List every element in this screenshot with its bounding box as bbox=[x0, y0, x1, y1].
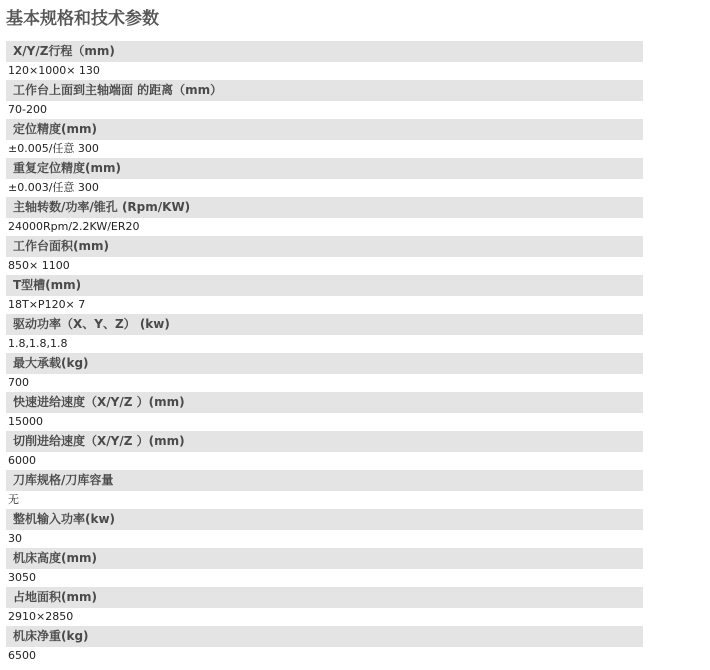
spec-value: 120×1000× 130 bbox=[8, 64, 100, 77]
spec-label: 占地面积(mm) bbox=[6, 587, 643, 608]
spec-value: 30 bbox=[8, 532, 22, 545]
spec-value: ±0.003/任意 300 bbox=[8, 181, 99, 194]
spec-value: 70-200 bbox=[8, 103, 47, 116]
page-title: 基本规格和技术参数 bbox=[6, 9, 159, 29]
spec-item bbox=[6, 80, 643, 119]
spec-item bbox=[6, 431, 643, 470]
spec-value: 15000 bbox=[8, 415, 43, 428]
spec-item bbox=[6, 353, 643, 392]
spec-label: 工作台上面到主轴端面 的距离（mm） bbox=[6, 80, 643, 101]
spec-value: 850× 1100 bbox=[8, 259, 70, 272]
spec-label: 主轴转数/功率/锥孔 (Rpm/KW) bbox=[6, 197, 643, 218]
spec-item bbox=[6, 626, 643, 665]
spec-value: 2910×2850 bbox=[8, 610, 74, 623]
spec-value: 6000 bbox=[8, 454, 36, 467]
spec-label: 刀库规格/刀库容量 bbox=[6, 470, 643, 491]
spec-value: 6500 bbox=[8, 649, 36, 662]
spec-value: 18T×P120× 7 bbox=[8, 298, 86, 311]
spec-item bbox=[6, 509, 643, 548]
spec-label: X/Y/Z行程（mm) bbox=[6, 41, 643, 62]
spec-label: 驱动功率（X、Y、Z） (kw) bbox=[6, 314, 643, 335]
spec-label: 切削进给速度（X/Y/Z ）(mm) bbox=[6, 431, 643, 452]
spec-label: 定位精度(mm) bbox=[6, 119, 643, 140]
spec-label: T型槽(mm) bbox=[6, 275, 643, 296]
spec-item bbox=[6, 314, 643, 353]
spec-value: 无 bbox=[8, 493, 19, 506]
spec-item bbox=[6, 119, 643, 158]
spec-item bbox=[6, 275, 643, 314]
spec-label: 机床高度(mm) bbox=[6, 548, 643, 569]
spec-item bbox=[6, 470, 643, 509]
spec-item bbox=[6, 392, 643, 431]
spec-item bbox=[6, 548, 643, 587]
spec-label: 重复定位精度(mm) bbox=[6, 158, 643, 179]
spec-item bbox=[6, 236, 643, 275]
spec-item bbox=[6, 197, 643, 236]
spec-value: 3050 bbox=[8, 571, 36, 584]
spec-label: 最大承载(kg) bbox=[6, 353, 643, 374]
spec-table bbox=[6, 41, 643, 665]
spec-value: 24000Rpm/2.2KW/ER20 bbox=[8, 220, 140, 233]
spec-item bbox=[6, 158, 643, 197]
spec-item bbox=[6, 587, 643, 626]
spec-item bbox=[6, 41, 643, 80]
spec-label: 机床净重(kg) bbox=[6, 626, 643, 647]
spec-label: 快速进给速度（X/Y/Z ）(mm) bbox=[6, 392, 643, 413]
spec-value: 1.8,1.8,1.8 bbox=[8, 337, 68, 350]
spec-value: ±0.005/任意 300 bbox=[8, 142, 99, 155]
spec-label: 工作台面积(mm) bbox=[6, 236, 643, 257]
spec-value: 700 bbox=[8, 376, 29, 389]
spec-label: 整机输入功率(kw) bbox=[6, 509, 643, 530]
